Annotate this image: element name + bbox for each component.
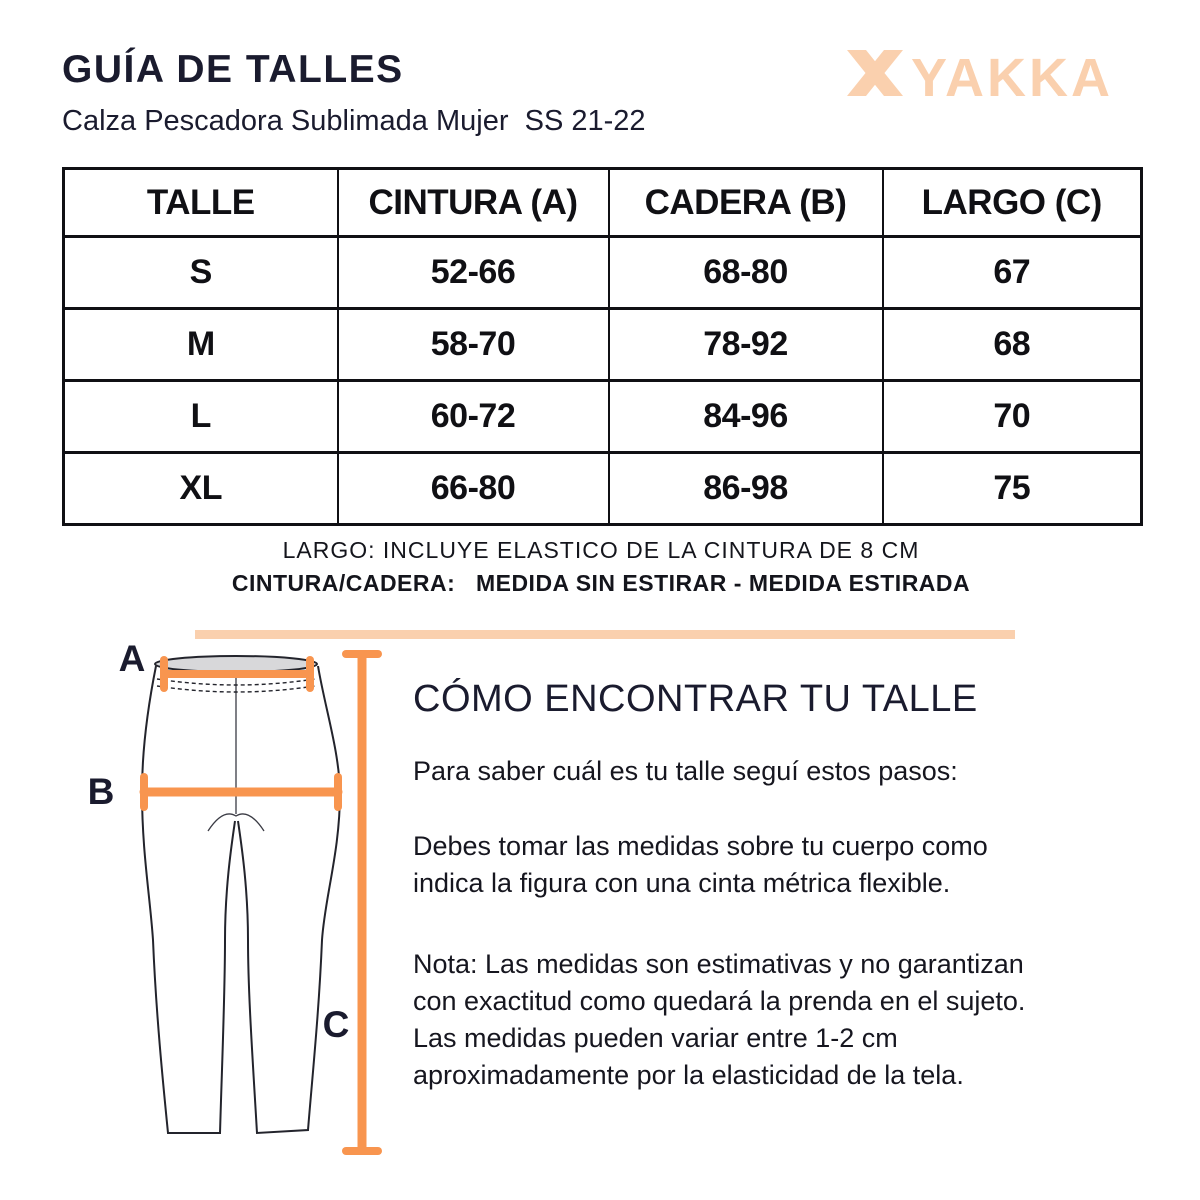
size-cell: L [64, 381, 338, 453]
yakka-logo [843, 42, 1113, 104]
size-cell: 78-92 [609, 309, 883, 381]
size-cell: 66-80 [338, 453, 609, 525]
header-cell-largo: LARGO (C) [883, 169, 1142, 237]
table-row-l [64, 381, 1142, 453]
table-row-s [64, 237, 1142, 309]
how-to-instructions: Debes tomar las medidas sobre tu cuerpo como indica la figura con una cinta métrica flexible. [413, 831, 988, 898]
product-subtitle: Calza Pescadora Sublimada Mujer SS 21-22 [62, 105, 646, 137]
note-largo: LARGO: INCLUYE ELASTICO DE LA CINTURA DE 8 CM [282, 537, 920, 563]
note-cintura-cadera: CINTURA/CADERA: MEDIDA SIN ESTIRAR - MEDIDA ESTIRADA [231, 570, 971, 596]
size-cell: 84-96 [609, 381, 883, 453]
size-cell: 68 [883, 309, 1142, 381]
size-table-header-row [64, 169, 1142, 237]
size-cell: 86-98 [609, 453, 883, 525]
size-cell: M [64, 309, 338, 381]
crotch-seam-line [208, 814, 264, 831]
label-c: C [322, 1004, 350, 1045]
how-to-intro: Para saber cuál es tu talle seguí estos pasos: [413, 756, 958, 786]
measure-line-c-length [346, 654, 378, 1151]
how-to-heading: CÓMO ENCONTRAR TU TALLE [413, 678, 978, 720]
logo-brand-text: YAKKA [911, 48, 1113, 104]
leggings-measurement-diagram [80, 628, 410, 1200]
size-cell: 68-80 [609, 237, 883, 309]
header-cell-talle: TALLE [64, 169, 338, 237]
size-cell: 60-72 [338, 381, 609, 453]
table-row-xl [64, 453, 1142, 525]
how-to-section [413, 678, 1133, 1094]
table-row-m [64, 309, 1142, 381]
size-cell: S [64, 237, 338, 309]
leggings-outline [142, 656, 340, 1133]
size-cell: 75 [883, 453, 1142, 525]
how-to-note: Nota: Las medidas son estimativas y no garantizan con exactitud como quedará la prenda en el sujeto. Las medidas pueden variar entre 1-2 cm aproximadamente por la elasticidad de la tela. [413, 949, 1026, 1090]
label-a: A [118, 638, 146, 679]
page-title: GUÍA DE TALLES [62, 48, 404, 91]
header-cell-cadera: CADERA (B) [609, 169, 883, 237]
waistband-ellipse [155, 656, 317, 672]
header-cell-cintura: CINTURA (A) [338, 169, 609, 237]
yakka-x-logo-icon [847, 50, 903, 96]
label-b: B [87, 771, 115, 812]
size-cell: 67 [883, 237, 1142, 309]
size-table [62, 167, 1143, 526]
size-cell: 70 [883, 381, 1142, 453]
size-cell: 52-66 [338, 237, 609, 309]
size-cell: 58-70 [338, 309, 609, 381]
measure-line-b-hip [144, 777, 338, 807]
measurement-notes [62, 537, 1140, 597]
size-cell: XL [64, 453, 338, 525]
